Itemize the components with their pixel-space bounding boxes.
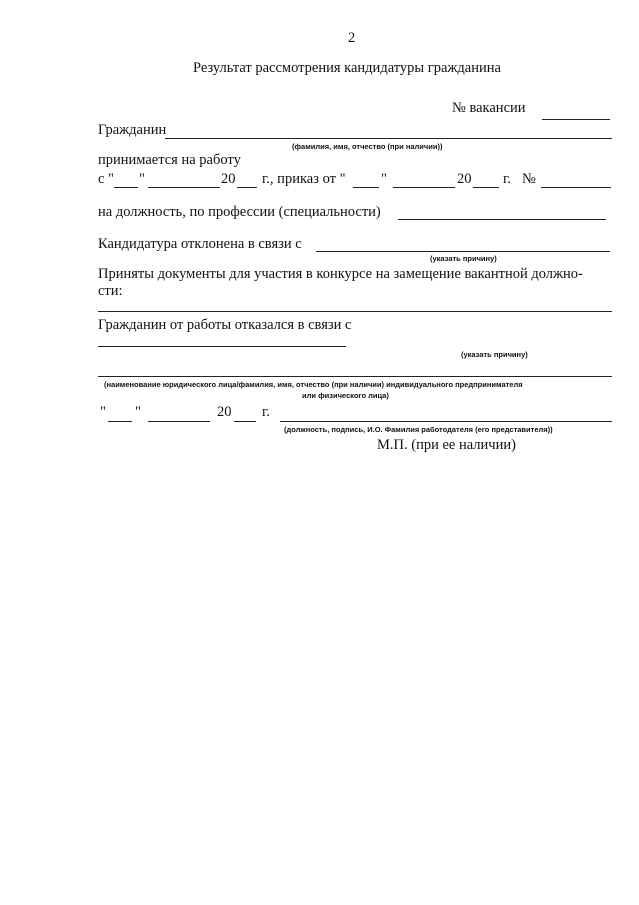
from-day-field[interactable] xyxy=(114,187,138,188)
reason-hint-2: (указать причину) xyxy=(461,350,528,359)
order-label: г., приказ от " xyxy=(262,171,346,187)
employer-hint-1: (наименование юридического лица/фамилия, имя, отчество (при наличии) индивидуального предпринимателя xyxy=(104,380,523,389)
stamp-label: М.П. (при ее наличии) xyxy=(377,437,516,453)
form-title: Результат рассмотрения кандидатуры гражданина xyxy=(193,60,501,76)
from-month-field[interactable] xyxy=(148,187,220,188)
order-number-field[interactable] xyxy=(541,187,611,188)
date-day-field[interactable] xyxy=(108,421,132,422)
documents-field[interactable] xyxy=(98,311,612,312)
citizen-fio-field[interactable] xyxy=(165,138,612,139)
refused-label: Гражданин от работы отказался в связи с xyxy=(98,317,352,333)
documents-text-1: Приняты документы для участия в конкурсе на замещение вакантной должно- xyxy=(98,266,583,282)
documents-text-2: сти: xyxy=(98,283,123,299)
order-year-field[interactable] xyxy=(473,187,499,188)
from-s-open: с " xyxy=(98,171,114,187)
signature-hint: (должность, подпись, И.О. Фамилия работодателя (его представителя)) xyxy=(284,425,553,434)
page-number: 2 xyxy=(348,30,356,46)
employer-name-field[interactable] xyxy=(98,376,612,377)
citizen-label: Гражданин xyxy=(98,122,167,138)
order-close: " xyxy=(381,171,387,187)
order-day-field[interactable] xyxy=(353,187,379,188)
hired-label: принимается на работу xyxy=(98,152,241,168)
vacancy-label: № вакансии xyxy=(452,100,526,116)
order-month-field[interactable] xyxy=(393,187,455,188)
reason-hint-1: (указать причину) xyxy=(430,254,497,263)
order-year-prefix: 20 xyxy=(457,171,472,187)
rejected-label: Кандидатура отклонена в связи с xyxy=(98,236,302,252)
refused-reason-field[interactable] xyxy=(98,346,346,347)
date-quote-open: " xyxy=(100,404,106,420)
date-year-field[interactable] xyxy=(234,421,256,422)
date-year-prefix: 20 xyxy=(217,404,232,420)
date-quote-close: " xyxy=(135,404,141,420)
date-year-suffix: г. xyxy=(262,404,270,420)
from-year-prefix: 20 xyxy=(221,171,236,187)
position-field[interactable] xyxy=(398,219,606,220)
from-year-field[interactable] xyxy=(237,187,257,188)
rejected-reason-field[interactable] xyxy=(316,251,610,252)
order-year-suffix: г. xyxy=(503,171,511,187)
date-month-field[interactable] xyxy=(148,421,210,422)
order-number-sign: № xyxy=(522,171,536,187)
from-s-close: " xyxy=(139,171,145,187)
employer-hint-2: или физического лица) xyxy=(302,391,389,400)
vacancy-number-field[interactable] xyxy=(542,119,610,120)
signature-field[interactable] xyxy=(280,421,612,422)
position-label: на должность, по профессии (специальности) xyxy=(98,204,381,220)
fio-hint: (фамилия, имя, отчество (при наличии)) xyxy=(292,142,443,151)
